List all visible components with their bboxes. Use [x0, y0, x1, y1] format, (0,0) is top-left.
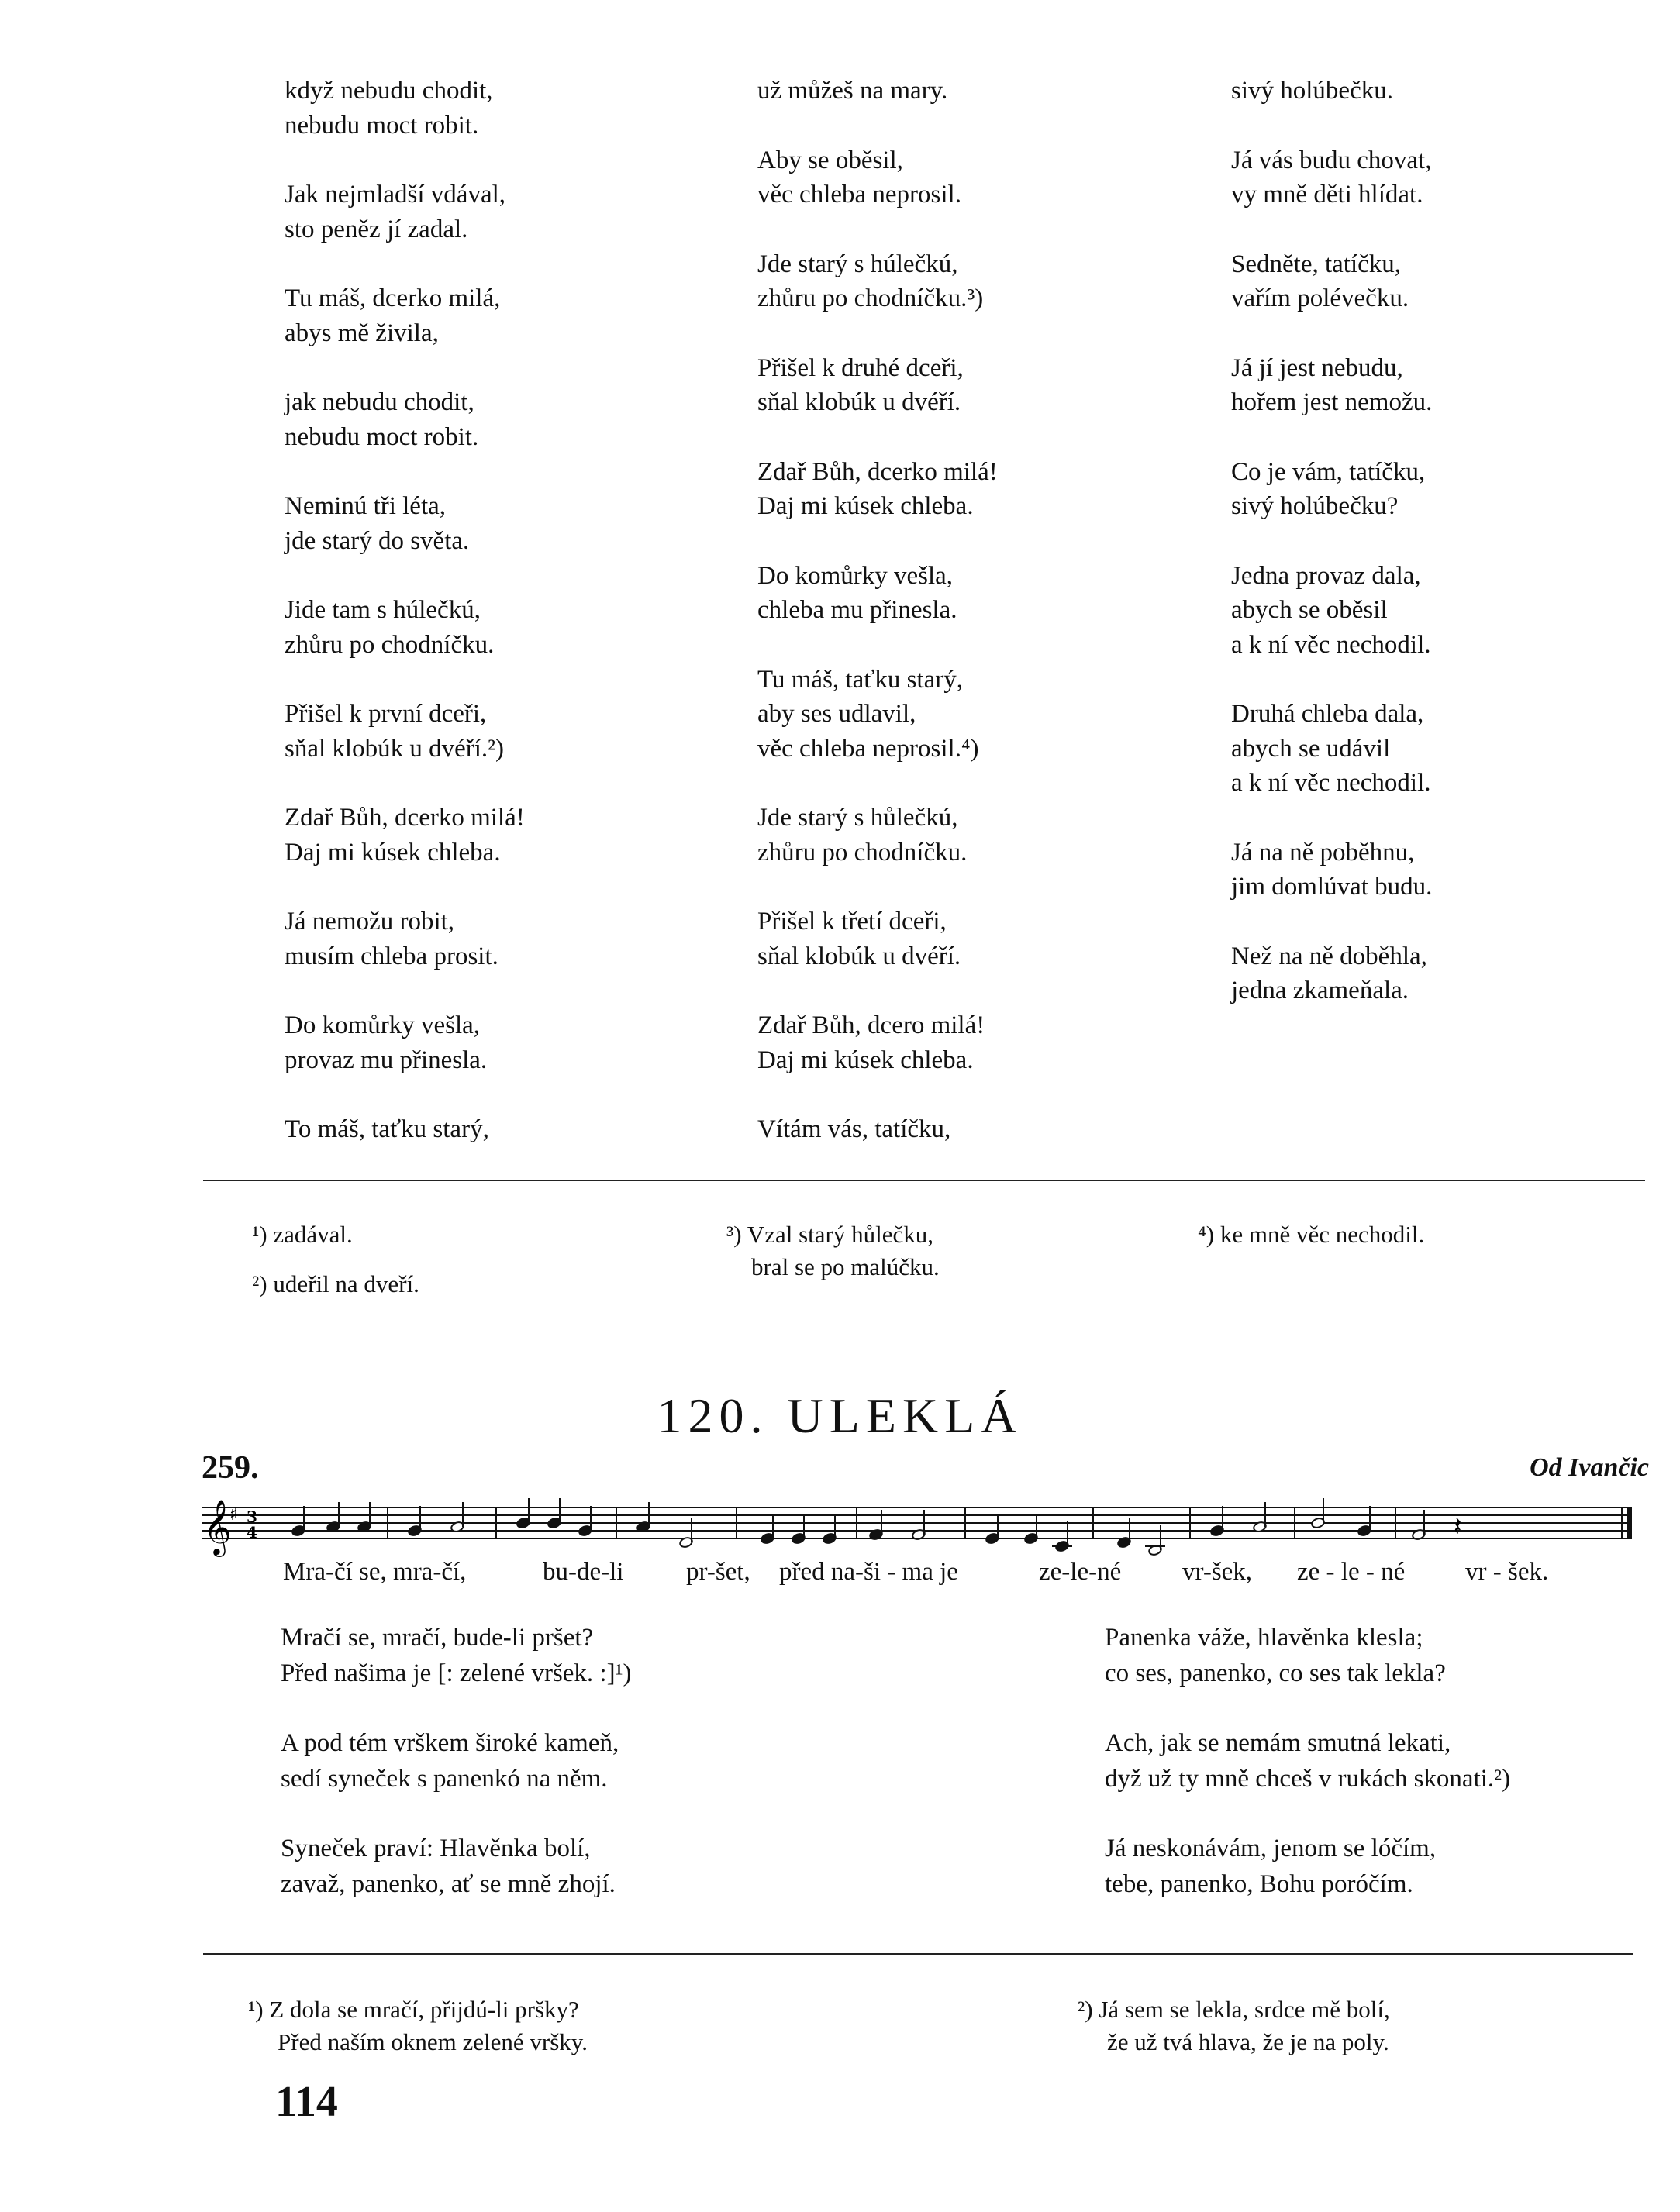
verse-line: chleba mu přinesla.: [757, 596, 957, 624]
verse-line: Syneček praví: Hlavěnka bolí,: [281, 1835, 591, 1862]
poem-stanza: [757, 143, 1192, 212]
verse-line: Jde starý s hůlečkú,: [757, 804, 958, 832]
poem-stanza: [285, 385, 719, 454]
lyric-syllables: pr-šet,: [686, 1558, 750, 1586]
time-signature-bottom: 4: [247, 1523, 257, 1542]
poem-stanza: [285, 281, 719, 350]
verse-line: nebudu moct robit.: [285, 422, 479, 451]
verse-line: a k ní věc nechodil.: [1231, 630, 1431, 659]
verse-line: Jde starý s húlečkú,: [757, 250, 958, 278]
verse-line: Do komůrky vešla,: [285, 1011, 481, 1039]
verse-line: Aby se oběsil,: [757, 146, 903, 174]
poem-stanza: [757, 1112, 1192, 1147]
poem-stanza: [757, 74, 1192, 109]
lyric-syllables: před na-ši - ma je: [779, 1558, 958, 1586]
verse-line: co ses, panenko, co ses tak lekla?: [1105, 1659, 1446, 1687]
poem-stanza: [757, 351, 1192, 420]
verse-line: Vítám vás, tatíčku,: [757, 1115, 951, 1143]
poem-stanza: [757, 455, 1192, 524]
verse-line: Než na ně doběhla,: [1231, 942, 1427, 970]
footnote-1: ¹) zadával.: [252, 1221, 353, 1248]
verse-line: Já vás budu chovat,: [1231, 146, 1432, 174]
verse-line: Před našima je [: zelené vršek. :]¹): [281, 1659, 632, 1687]
verse-line: jim domlúvat budu.: [1231, 873, 1433, 901]
footnote-divider-top: [203, 1180, 1645, 1181]
verse-line: tebe, panenko, Bohu poróčím.: [1105, 1870, 1413, 1898]
poem-stanza: [1231, 697, 1665, 801]
poem-stanza: [757, 904, 1192, 973]
poem-stanza: [285, 177, 719, 246]
verse-line: zhůru po chodníčku.: [285, 630, 495, 659]
music-staff: [202, 1492, 1636, 1562]
poem-stanza: [285, 697, 719, 766]
verse-line: už můžeš na mary.: [757, 77, 948, 105]
verse-line: sňal klobúk u dvéří.: [757, 388, 961, 416]
treble-clef-icon: 𝄞: [203, 1498, 232, 1555]
lyric-syllables: ze-le-né: [1039, 1558, 1122, 1586]
key-signature-sharp-icon: ♯: [229, 1505, 238, 1525]
verse-line: Co je vám, tatíčku,: [1231, 457, 1426, 486]
verse-line: Daj mi kúsek chleba.: [285, 838, 501, 867]
song-verse: [281, 1725, 631, 1797]
poem-stanza: [1231, 351, 1665, 420]
song-verses-left: [281, 1620, 631, 1936]
verse-line: Neminú tři léta,: [285, 492, 447, 520]
poem-stanza: [1231, 143, 1665, 212]
verse-line: zhůru po chodníčku.: [757, 838, 968, 867]
footnote-3: ³) Vzal starý hůlečku, bral se po malúčku.: [726, 1221, 940, 1280]
verse-line: musím chleba prosit.: [285, 942, 498, 970]
verse-line: věc chleba neprosil.: [757, 181, 961, 208]
song-lyrics: [0, 1558, 1680, 1592]
song-footnote-2: ²) Já sem se lekla, srdce mě bolí, že už tvá hlava, že je na poly.: [1078, 1996, 1390, 2055]
poem-stanza: [757, 663, 1192, 767]
poem-stanza: [1231, 247, 1665, 316]
song-verses-right: [1105, 1620, 1510, 1936]
verse-line: sivý holúbečku?: [1231, 492, 1399, 520]
quarter-rest-icon: 𝄽: [1454, 1511, 1462, 1542]
song-verse: [281, 1831, 631, 1902]
footnote-4: ⁴) ke mně věc nechodil.: [1198, 1221, 1425, 1248]
poem-stanza: [1231, 836, 1665, 904]
song-verse: [1105, 1620, 1510, 1691]
verse-line: Ach, jak se nemám smutná lekati,: [1105, 1729, 1451, 1757]
verse-line: zhůru po chodníčku.³): [757, 284, 984, 312]
verse-line: Tu máš, taťku starý,: [757, 665, 963, 694]
verse-line: nebudu moct robit.: [285, 111, 479, 140]
verse-line: Daj mi kúsek chleba.: [757, 1046, 974, 1074]
song-verse: [281, 1620, 631, 1691]
time-signature-top: 3: [247, 1507, 257, 1526]
lyric-syllables: vr-šek,: [1182, 1558, 1253, 1586]
verse-line: jak nebudu chodit,: [285, 388, 474, 416]
verse-line: Panenka váže, hlavěnka klesla;: [1105, 1624, 1423, 1652]
verse-line: Jak nejmladší vdával,: [285, 181, 506, 208]
verse-line: Já na ně poběhnu,: [1231, 838, 1415, 867]
verse-line: sto peněz jí zadal.: [285, 215, 468, 243]
verse-line: vařím polévečku.: [1231, 284, 1409, 312]
lyric-syllables: Mra-čí se, mra-čí,: [283, 1558, 467, 1586]
poem-column-1: [285, 74, 719, 1182]
poem-stanza: [285, 1112, 719, 1147]
verse-line: věc chleba neprosil.⁴): [757, 734, 979, 763]
poem-stanza: [1231, 559, 1665, 663]
poem-stanza: [285, 801, 719, 870]
song-footnote-1: ¹) Z dola se mračí, přijdú-li pršky? Před naším oknem zelené vršky.: [248, 1996, 588, 2055]
verse-line: hořem jest nemožu.: [1231, 388, 1433, 416]
verse-line: Daj mi kúsek chleba.: [757, 492, 974, 520]
verse-line: Já jí jest nebudu,: [1231, 353, 1403, 382]
poem-column-2: [757, 74, 1192, 1182]
poem-stanza: [757, 1008, 1192, 1077]
verse-line: abys mě živila,: [285, 319, 439, 347]
poem-stanza: [1231, 939, 1665, 1008]
verse-line: provaz mu přinesla.: [285, 1046, 488, 1074]
poem-column-3: [1231, 74, 1665, 1043]
verse-line: Zdař Bůh, dcero milá!: [757, 1011, 985, 1039]
verse-line: dyž už ty mně chceš v rukách skonati.²): [1105, 1765, 1511, 1793]
verse-line: Druhá chleba dala,: [1231, 700, 1424, 728]
verse-line: zavaž, panenko, ať se mně zhojí.: [281, 1870, 616, 1898]
song-title: 120. ULEKLÁ: [657, 1388, 1023, 1443]
song-verse: [1105, 1831, 1510, 1902]
poem-stanza: [1231, 74, 1665, 109]
song-origin: Od Ivančic: [1530, 1453, 1649, 1482]
poem-stanza: [1231, 455, 1665, 524]
verse-line: abych se oběsil: [1231, 596, 1388, 624]
verse-line: Já neskonávám, jenom se lóčím,: [1105, 1835, 1437, 1862]
verse-line: jde starý do světa.: [285, 526, 470, 555]
poem-stanza: [285, 904, 719, 973]
poem-stanza: [757, 559, 1192, 628]
verse-line: Jedna provaz dala,: [1231, 561, 1421, 590]
verse-line: aby ses udlavil,: [757, 700, 916, 728]
verse-line: sivý holúbečku.: [1231, 77, 1393, 105]
page-number: 114: [275, 2078, 338, 2126]
footnote-divider-bottom: [203, 1953, 1633, 1955]
song-number: 259.: [202, 1450, 259, 1486]
poem-stanza: [285, 1008, 719, 1077]
verse-line: A pod tém vrškem široké kameň,: [281, 1729, 619, 1757]
verse-line: sňal klobúk u dvéří.²): [285, 734, 505, 763]
verse-line: sedí syneček s panenkó na něm.: [281, 1765, 608, 1793]
verse-line: Přišel k druhé dceři,: [757, 353, 964, 382]
verse-line: Jide tam s húlečkú,: [285, 596, 481, 624]
footnote-2: ²) udeřil na dveří.: [252, 1270, 419, 1297]
verse-line: sňal klobúk u dvéří.: [757, 942, 961, 970]
verse-line: Přišel k první dceři,: [285, 700, 487, 728]
verse-line: Do komůrky vešla,: [757, 561, 954, 590]
verse-line: jedna zkameňala.: [1231, 977, 1409, 1004]
verse-line: a k ní věc nechodil.: [1231, 769, 1431, 797]
poem-stanza: [285, 489, 719, 558]
lyric-syllables: ze - le - né: [1297, 1558, 1406, 1586]
lyric-syllables: vr - šek.: [1465, 1558, 1549, 1586]
verse-line: Zdař Bůh, dcerko milá!: [285, 804, 525, 832]
verse-line: když nebudu chodit,: [285, 77, 493, 105]
verse-line: Tu máš, dcerko milá,: [285, 284, 501, 312]
verse-line: Sedněte, tatíčku,: [1231, 250, 1402, 278]
verse-line: vy mně děti hlídat.: [1231, 181, 1423, 208]
poem-stanza: [285, 593, 719, 662]
verse-line: Zdař Bůh, dcerko milá!: [757, 457, 998, 486]
poem-stanza: [285, 74, 719, 143]
poem-stanza: [757, 801, 1192, 870]
song-verse: [1105, 1725, 1510, 1797]
verse-line: abych se udávil: [1231, 734, 1391, 763]
verse-line: Přišel k třetí dceři,: [757, 908, 947, 935]
poem-stanza: [757, 247, 1192, 316]
verse-line: To máš, taťku starý,: [285, 1115, 489, 1143]
verse-line: Já nemožu robit,: [285, 908, 455, 935]
lyric-syllables: bu-de-li: [543, 1558, 624, 1586]
verse-line: Mračí se, mračí, bude-li pršet?: [281, 1624, 594, 1652]
